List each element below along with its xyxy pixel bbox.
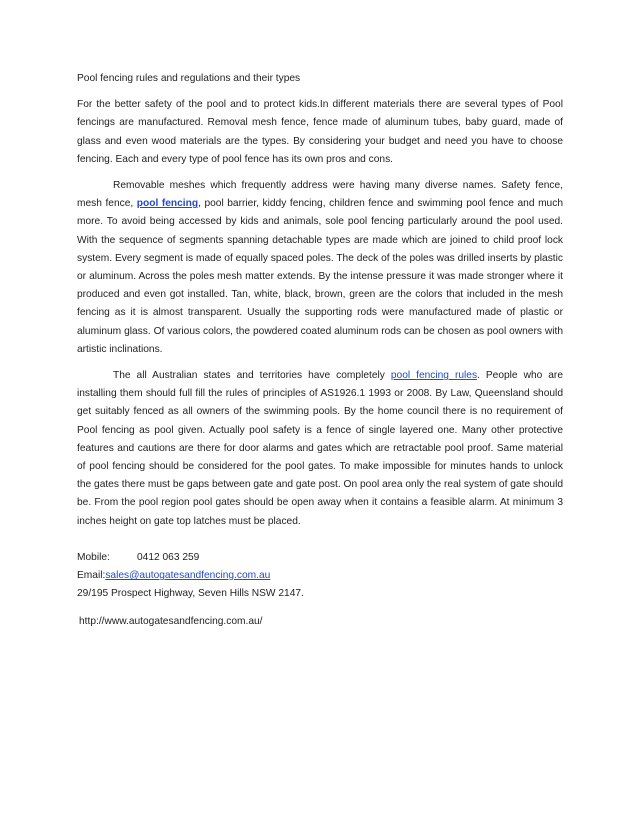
website-url: http://www.autogatesandfencing.com.au/ [79, 616, 263, 628]
paragraph-intro: For the better safety of the pool and to protect kids.In different materials there are several types of Pool fencings are manufactured. Removal mesh fence, fence made of aluminum tubes, baby guard, made of glass and even wood materials are the types. By considering your budget and need you have to choose fencing. Each and every type of pool fence has its own pros and cons. [77, 99, 563, 165]
paragraph-regulations [77, 367, 563, 531]
contact-block [77, 549, 563, 632]
paragraph-mesh-fences [77, 177, 563, 359]
mobile-line [77, 549, 563, 567]
paragraph-text: , pool barrier, kiddy fencing, children fence and swimming pool fence and much more. To avoid being accessed by kids and animals, sole pool fencing particularly around the pool used. With the sequence of segments spanning detachable types are made which are joined to child proof lock system. Every segment is made of equally spaced poles. The deck of the poles was drilled inserts by plastic or aluminum. Across the poles mesh matter extends. By the intense pressure it was made stronger where it produced and even got installed. Tan, white, black, brown, green are the colors that included in the mesh fencing as it is almost transparent. Usually the supporting rods were manufactured made of plastic or aluminum glass. Of various colors, the powdered coated aluminum rods can be chosen as pool owners with artistic inclinations. [77, 198, 563, 355]
email-link[interactable]: sales@autogatesandfencing.com.au [105, 570, 271, 582]
paragraph-text: The all Australian states and territories have completely [113, 370, 391, 382]
email-label: Email: [77, 570, 106, 582]
mobile-value: 0412 063 259 [137, 551, 200, 563]
document-page [77, 70, 563, 632]
address-line: 29/195 Prospect Highway, Seven Hills NSW 2147. [77, 588, 304, 600]
pool-fencing-link[interactable]: pool fencing [136, 198, 199, 210]
email-line [77, 567, 563, 585]
document-title: Pool fencing rules and regulations and their types [77, 73, 301, 84]
paragraph-text: . People who are installing them should full fill the rules of principles of AS1926.1 1993 or 2008. By Law, Queensland should get suitably fenced as all owners of the swimming pools. By the home council there is no requirement of Pool fencing as pool given. Actually pool safety is a fence of single layered one. Many other protective features and cautions are there for door alarms and gates which are retractable pool proof. Same material of pool fencing should be considered for the pool gates. To make impossible for minutes hands to unlock the gates there must be gaps between gate and gate post. On pool area only the real system of gate should be. From the pool region pool gates should be open away when it contains a feasible alarm. At minimum 3 inches height on gate top latches must be placed. [77, 370, 563, 527]
mobile-label: Mobile: [77, 551, 110, 563]
paragraph-text: Removable meshes which frequently address were having many diverse names. Safety fence, mesh fence, [77, 180, 563, 210]
pool-fencing-rules-link[interactable]: pool fencing rules [390, 370, 478, 382]
